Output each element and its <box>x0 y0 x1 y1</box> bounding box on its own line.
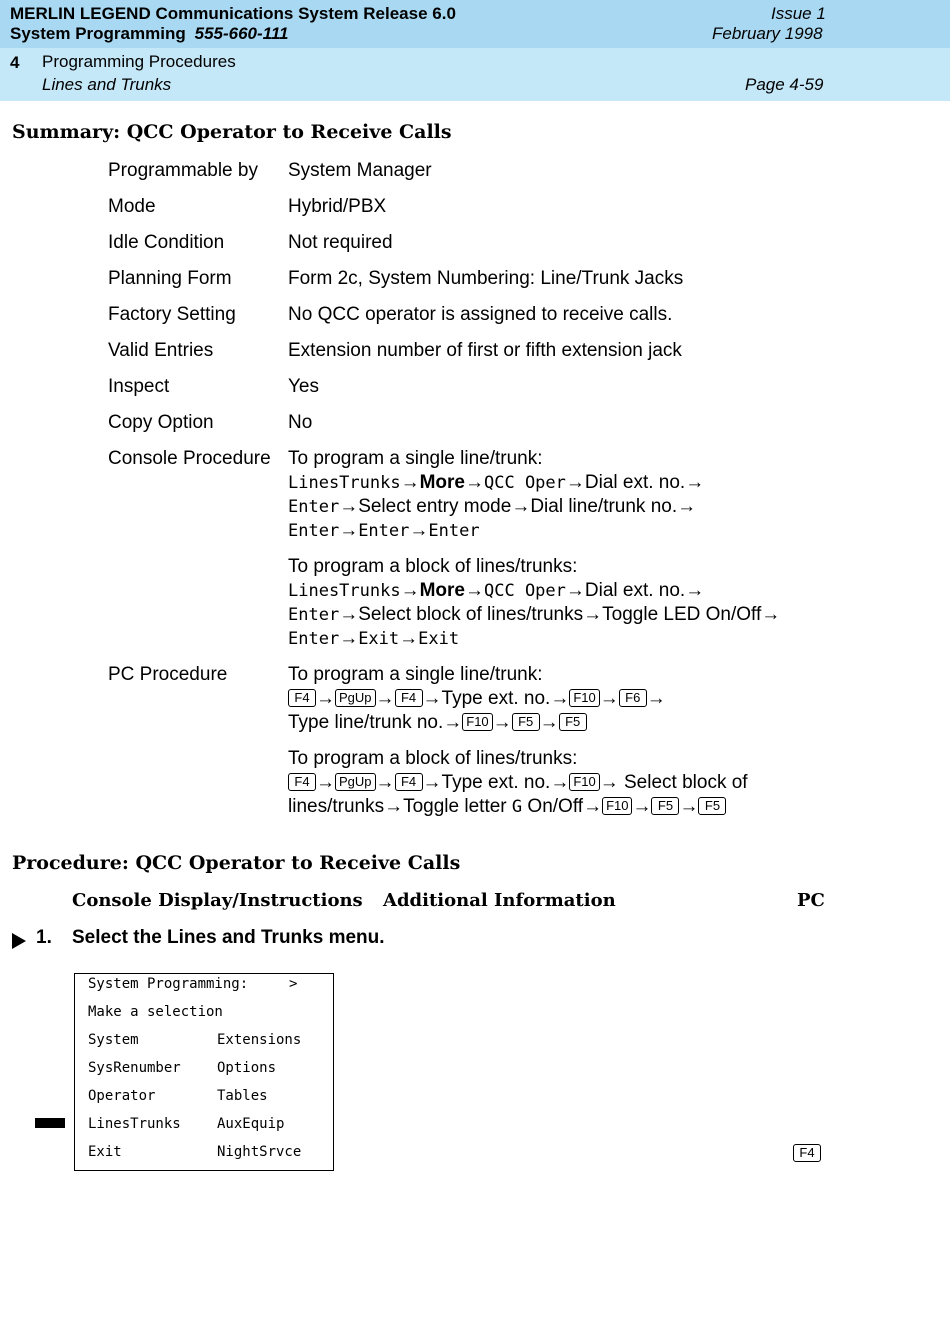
pc-procedure-label: PC Procedure <box>108 664 228 685</box>
selection-pointer <box>35 1118 65 1128</box>
screen-more-indicator: > <box>289 976 298 992</box>
column-info: Additional Information <box>383 890 616 911</box>
summary-value: Extension number of first or fifth extension jack <box>288 340 682 361</box>
key-f4: F4 <box>395 689 423 707</box>
key-f10: F10 <box>602 797 632 815</box>
doc-number: 555-660-111 <box>194 24 289 43</box>
summary-label: Factory Setting <box>108 304 236 325</box>
summary-label: Programmable by <box>108 160 258 181</box>
key-f5: F5 <box>651 797 679 815</box>
key-f4: F4 <box>288 689 316 707</box>
screen-option-extensions[interactable]: Extensions <box>217 1032 302 1048</box>
summary-label: Planning Form <box>108 268 232 289</box>
summary-value: Hybrid/PBX <box>288 196 387 217</box>
pc-block-intro: To program a block of lines/trunks: <box>288 748 578 769</box>
summary-value: Form 2c, System Numbering: Line/Trunk Jacks <box>288 268 684 289</box>
pc-single-intro: To program a single line/trunk: <box>288 664 543 685</box>
console-procedure-label: Console Procedure <box>108 448 271 469</box>
key-pgup: PgUp <box>335 689 376 707</box>
summary-value: Not required <box>288 232 393 253</box>
procedure-title: Procedure: QCC Operator to Receive Calls <box>12 852 461 874</box>
chapter-title: Programming Procedures <box>42 52 236 71</box>
summary-label: Mode <box>108 196 156 217</box>
screen-prompt: Make a selection <box>88 1004 223 1020</box>
pc-key-f4 <box>793 1144 821 1164</box>
chapter-number: 4 <box>10 53 20 72</box>
summary-label: Valid Entries <box>108 340 214 361</box>
doc-title: MERLIN LEGEND Communications System Release 6.0 <box>10 4 456 23</box>
key-f5: F5 <box>559 713 587 731</box>
key-f10: F10 <box>569 689 599 707</box>
pc-single-line1: F4 → PgUp → F4 →Type ext. no.→ F10 → F6 → <box>288 688 666 710</box>
screen-option-system[interactable]: System <box>88 1032 139 1048</box>
console-single-intro: To program a single line/trunk: <box>288 448 543 469</box>
summary-label: Copy Option <box>108 412 214 433</box>
key-pgup: PgUp <box>335 773 376 791</box>
key-f10: F10 <box>569 773 599 791</box>
screen-option-operator[interactable]: Operator <box>88 1088 156 1104</box>
console-block-line1: LinesTrunks→More→QCC Oper→Dial ext. no.→ <box>288 580 705 601</box>
key-f10: F10 <box>462 713 492 731</box>
step-arrow-icon <box>12 933 26 949</box>
screen-option-exit[interactable]: Exit <box>88 1144 122 1160</box>
date: February 1998 <box>712 24 823 43</box>
issue: Issue 1 <box>771 4 826 23</box>
pc-single-line2: Type line/trunk no.→ F10 → F5 → F5 <box>288 712 587 734</box>
screen-option-linestrunks[interactable]: LinesTrunks <box>88 1116 181 1132</box>
screen-option-sysrenumber[interactable]: SysRenumber <box>88 1060 181 1076</box>
console-single-line2: Enter→Select entry mode→Dial line/trunk no.→ <box>288 496 697 517</box>
summary-value: Yes <box>288 376 319 397</box>
key-f6: F6 <box>619 689 647 707</box>
key-f5: F5 <box>512 713 540 731</box>
key-f4: F4 <box>288 773 316 791</box>
key-f5: F5 <box>698 797 726 815</box>
section-title: Lines and Trunks <box>42 75 172 94</box>
pc-block-line2: lines/trunks→Toggle letter G On/Off→ F10 → F5 → F5 <box>288 796 726 818</box>
console-block-line2: Enter→Select block of lines/trunks→Toggle LED On/Off→ <box>288 604 781 625</box>
screen-option-auxequip[interactable]: AuxEquip <box>217 1116 285 1132</box>
column-pc: PC <box>797 890 825 911</box>
pc-block-line1: F4 → PgUp → F4 →Type ext. no.→ F10 → Select block of <box>288 772 748 794</box>
console-block-line3: Enter→Exit→Exit <box>288 628 460 649</box>
screen-title: System Programming: <box>88 976 249 992</box>
summary-value: No <box>288 412 313 433</box>
doc-subtitle-line <box>10 24 289 44</box>
console-single-line1: LinesTrunks→More→QCC Oper→Dial ext. no.→ <box>288 472 705 493</box>
summary-title: Summary: QCC Operator to Receive Calls <box>12 121 452 143</box>
summary-value: System Manager <box>288 160 432 181</box>
console-block-intro: To program a block of lines/trunks: <box>288 556 578 577</box>
screen-option-options[interactable]: Options <box>217 1060 277 1076</box>
summary-label: Idle Condition <box>108 232 225 253</box>
key-f4: F4 <box>395 773 423 791</box>
key-f4: F4 <box>793 1144 821 1162</box>
step-number: 1. <box>36 927 52 948</box>
console-single-line3: Enter→Enter→Enter <box>288 520 480 541</box>
summary-label: Inspect <box>108 376 170 397</box>
screen-option-nightsrvce[interactable]: NightSrvce <box>217 1144 302 1160</box>
step-text: Select the Lines and Trunks menu. <box>72 927 385 948</box>
screen-option-tables[interactable]: Tables <box>217 1088 268 1104</box>
column-console: Console Display/Instructions <box>72 890 363 911</box>
summary-value: No QCC operator is assigned to receive calls. <box>288 304 673 325</box>
page-number: Page 4-59 <box>745 75 824 94</box>
console-screen <box>74 973 334 1171</box>
doc-subtitle: System Programming <box>10 24 186 43</box>
